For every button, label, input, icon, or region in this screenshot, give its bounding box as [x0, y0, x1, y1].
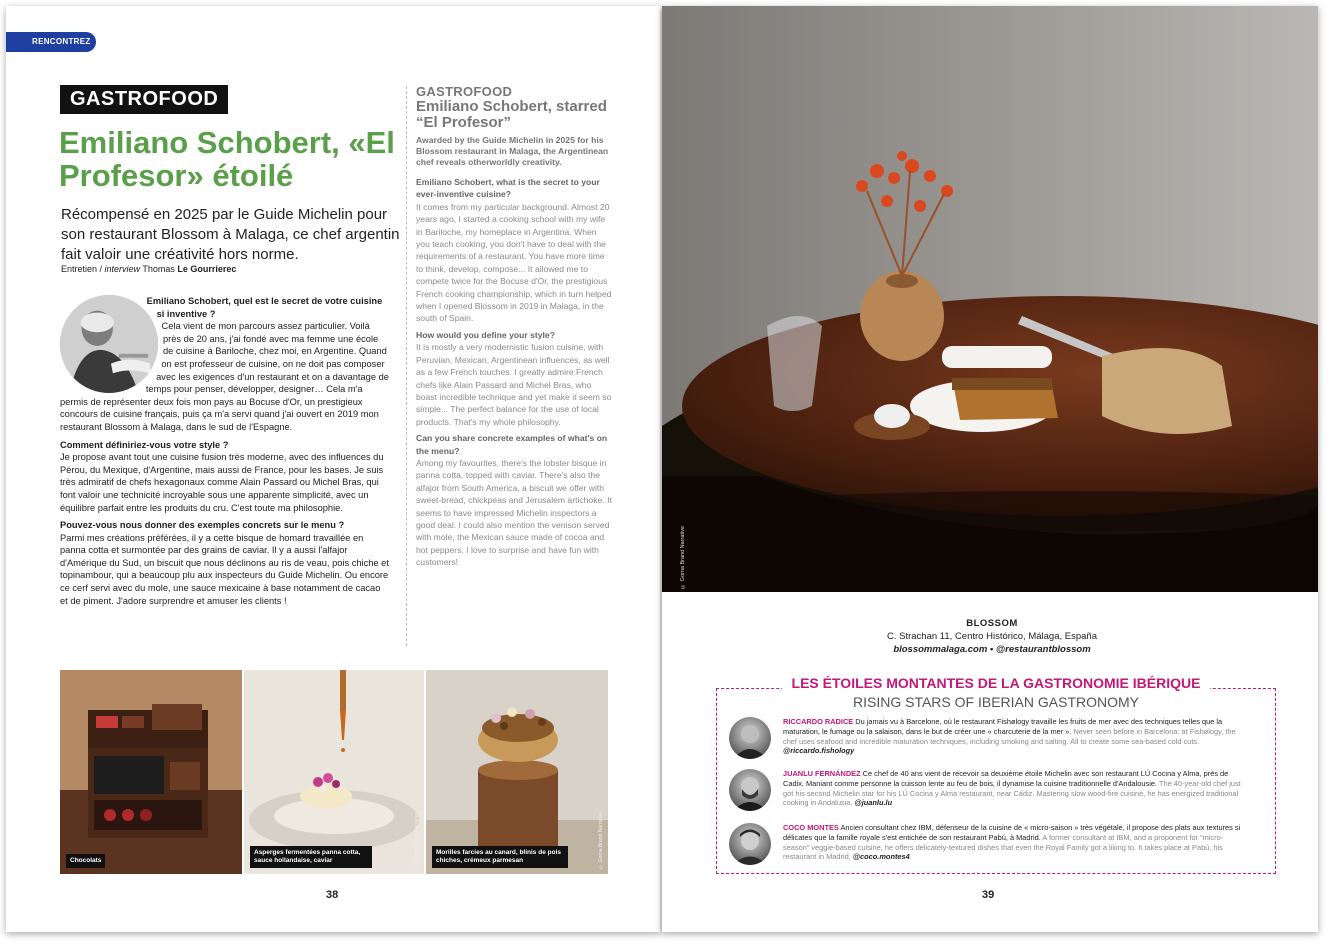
venue-info	[842, 617, 1142, 656]
left-page	[6, 6, 660, 932]
chef-avatar	[729, 769, 771, 811]
fr-question: Emiliano Schobert, quel est le secret de votre cuisine si inventive ?	[146, 296, 383, 319]
right-page	[662, 6, 1318, 932]
headline: Emiliano Schobert, «El Profesor» étoilé	[59, 125, 395, 193]
chef-name: JUANLU FERNÁNDEZ	[783, 769, 861, 778]
chef-avatar	[729, 717, 771, 759]
box-title-en: RISING STARS OF IBERIAN GASTRONOMY	[853, 694, 1139, 710]
chef-bio-en: Never seen before in Barcelona: at Fishølogy, the chef uses seafood and incredible maturation techniques, including smoking and salting. All to create some sea-based cold cuts.	[783, 726, 1236, 746]
kicker: GASTROFOOD	[60, 85, 228, 114]
byline	[61, 264, 236, 274]
en-answer: Among my favourites, there's the lobster bisque in panna cotta, topped with caviar. There's also the alfajor from South America, a biscuit we offer with sweet-bread, chickpeas and Jerusalem artichoke. It seems to have impressed Michelin inspectors a good deal. I could also mention the venison served with mole, the Mexican sauce made of cocoa and hot peppers. I love to surprise and have fun with customers!	[416, 457, 612, 568]
photo-asparagus	[244, 670, 424, 874]
en-question: How would you define your style?	[416, 329, 555, 340]
chef-avatar	[729, 823, 771, 865]
en-standfirst: Awarded by the Guide Michelin in 2025 for his Blossom restaurant in Malaga, the Argentinean chef reveals otherworldly creativity.	[416, 135, 609, 167]
photo-caption: Chocolats	[66, 854, 105, 868]
chef-bio-fr: Ancien consultant chez IBM, défenseur de la cuisine de « micro-saison » très végétale, il propose des plats aux textures si délicates que la famille royale s'est entichée de son restaurant Pabú, à Madrid.	[783, 823, 1241, 842]
box-title-fr: LES ÉTOILES MONTANTES DE LA GASTRONOMIE IBÉRIQUE	[782, 675, 1211, 691]
page-number: 39	[982, 889, 995, 901]
french-interview	[60, 295, 390, 607]
chef-bio-en: The 40-year-old chef just got his second Michelin star for his LÚ Cocina y Alma restaurant, near Cádiz. Mastering slow wood-fire cuisine, he has energized traditional cooking in Andalusia.	[783, 778, 1241, 808]
photo-credit: © Gorna Brand Narrative	[414, 812, 420, 870]
chef-bio-fr: Du jamais vu à Barcelone, où le restaurant Fishølogy travaille les fruits de mer avec des techniques telles que la maturation, le fumage ou la salaison, dans le but de créer une « charcuterie de la mer ».	[783, 717, 1223, 736]
chef-handle[interactable]: @coco.montes4	[852, 852, 910, 862]
en-answer: It comes from my particular background. Almost 20 years ago, I started a cooking school with my wife in Bariloche, my homeplace in Argentina. When you teach cooking, you don't have to deal with the requirements of a restaurant. You have more time to think, develop, compose... It allowed me to compete twice for the Bocuse d'Or, the prestigious French cooking championship, which in turn helped when I opened Blossom in 2019 in Malaga, in the south of Spain.	[416, 201, 612, 324]
restaurant-photo	[662, 6, 1318, 592]
photo-credit: © Gorna Brand Narrative	[680, 526, 686, 589]
byline-name: Thomas	[140, 264, 178, 274]
photo-caption: Morilles farcies au canard, blinis de pois chiches, crémeux parmesan	[432, 846, 568, 868]
chef-handle[interactable]: @juanlu.lu	[854, 798, 893, 808]
photo-chocolates	[60, 670, 242, 874]
fr-question: Pouvez-vous nous donner des exemples concrets sur le menu ?	[60, 520, 345, 531]
venue-links[interactable]: blossommalaga.com • @restaurantblossom	[893, 644, 1091, 655]
en-answer: It is mostly a very modernistic fusion cuisine, with Peruvian, Mexican, Argentinean influences, as well as a few French touches. I greatly admire French chefs like Alain Passard and Michel Bras, who boast incredible technique and yet make it seem so simple... The perfect balance for the use of local products. That's my whole philosophy.	[416, 342, 612, 427]
page-number: 38	[326, 889, 339, 901]
photo-caption: Asperges fermentées panna cotta, sauce hollandaise, caviar	[250, 846, 372, 868]
fr-answer: Cela vient de mon parcours assez particulier. Voilà près de 20 ans, j'ai fondé avec ma femme une école de cuisine à Bariloche, chez moi, en Argentine. Quand on est professeur de cuisine, on ne doit pas composer avec les exigences d'un restaurant et on a davantage de temps pour penser, développer, designer… Cela m'a permis de représenter deux fois mon pays au Bocuse d'Or, un prestigieux concours de cuisine français, puis ça m'a servi quand j'ai ouvert en 2019 mon restaurant Blossom à Malaga, dans le sud de l'Espagne.	[60, 321, 389, 432]
chef-handle[interactable]: @riccardo.fishology	[783, 746, 855, 756]
venue-address: C. Strachan 11, Centro Histórico, Málaga, España	[887, 631, 1097, 642]
en-kicker: GASTROFOOD	[416, 84, 513, 99]
en-title: Emiliano Schobert, starred “El Profesor”	[416, 98, 607, 131]
chef-bio-fr: Ce chef de 40 ans vient de recevoir sa deuxième étoile Michelin avec son restaurant LÚ Cocina y Alma, près de Cadix. Maniant comme personne la cuisson lente au feu de bois, il dynamise la cuisine traditionnelle d'Andalousie.	[783, 769, 1229, 788]
byline-prefix: Entretien /	[61, 264, 105, 274]
fr-answer: Parmi mes créations préférées, il y a cette bisque de homard travaillée en panna cotta et surmontée par des grains de caviar. Il y a aussi l'alfajor d'Amérique du Sud, un biscuit que nous déclinons au ris de veau, pois chiche et topinambour, qui a beaucoup plu aux inspecteurs du Guide Michelin. Ou encore ce cerf servi avec du mole, une sauce mexicaine à base notamment de cacao et de piment. J'adore surprendre et amuser les clients !	[60, 532, 389, 606]
fr-answer: Je propose avant tout une cuisine fusion très moderne, avec des influences du Pérou, du Mexique, d'Argentine, mais aussi de France, pour les bases. Je suis très admiratif de chefs hexagonaux comme Alain Passard ou Michel Bras, qui font valoir une technicité incroyable sous une apparente simplicité, avec un équilibre parfait entre les produits du cru. C'est toute ma philosophie.	[60, 452, 384, 513]
byline-surname: Le Gourrierec	[177, 264, 237, 274]
chef-name: COCO MONTES	[783, 823, 839, 832]
rising-stars-box	[716, 675, 1276, 874]
byline-italic: interview	[104, 264, 141, 274]
chef-bio-en: A former consultant at IBM, and a proponent for “micro-season” veggie-based cuisine, he offers delicately-textured dishes that even the Royal Family got a liking to. It takes place at Pabú, his restaurant in Madrid.	[783, 832, 1224, 862]
photo-credit: © Gorna Brand Narrative	[598, 812, 604, 870]
en-question: Emiliano Schobert, what is the secret to your ever-inventive cuisine?	[416, 177, 600, 200]
section-tab[interactable]: RENCONTREZ	[6, 32, 96, 52]
venue-name: BLOSSOM	[966, 618, 1018, 629]
standfirst: Récompensé en 2025 par le Guide Michelin pour son restaurant Blossom à Malaga, ce chef argentin fait valoir une créativité hors norme.	[61, 206, 400, 263]
column-divider	[406, 86, 407, 646]
fr-question: Comment définiriez-vous votre style ?	[60, 439, 229, 450]
en-question: Can you share concrete examples of what's on the menu?	[416, 433, 608, 456]
english-interview	[416, 84, 612, 569]
photo-morels	[426, 670, 608, 874]
chef-name: RICCARDO RADICE	[783, 717, 854, 726]
